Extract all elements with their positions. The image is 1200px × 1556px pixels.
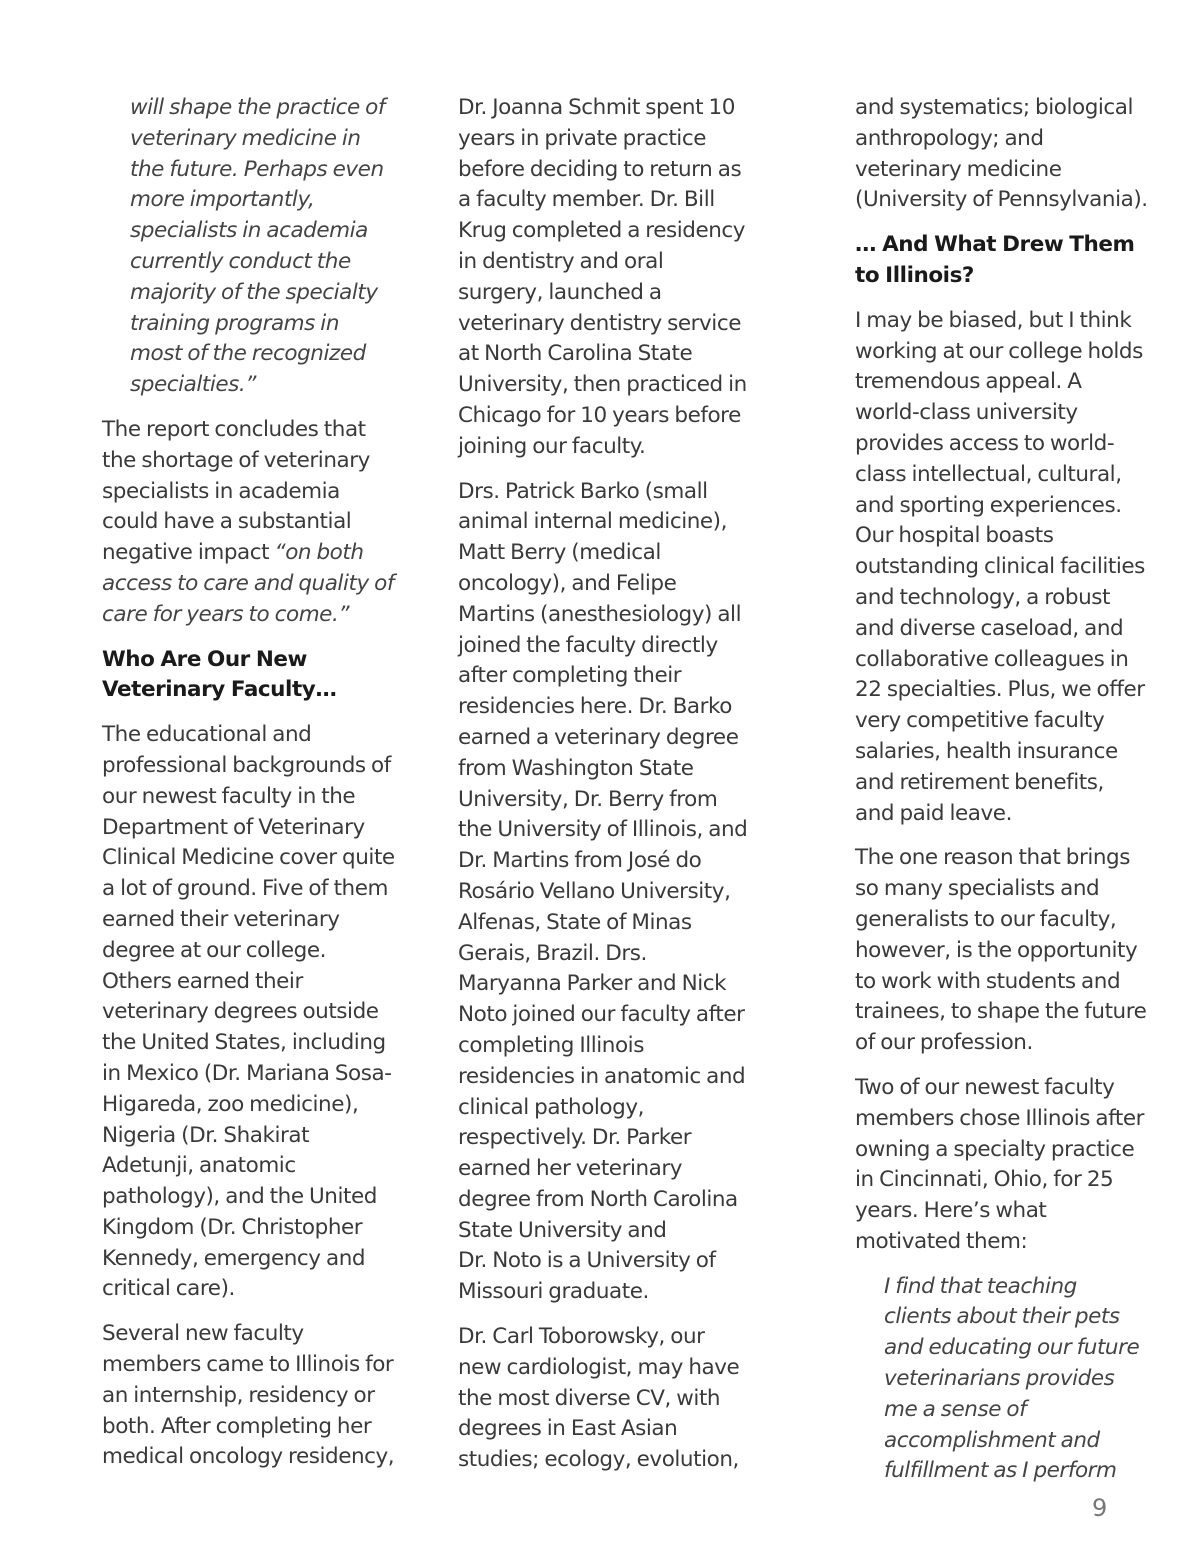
text-line: specialties.” (130, 372, 256, 398)
text-line: respectively. Dr. Parker (458, 1125, 692, 1151)
paragraph (102, 1319, 402, 1473)
text-line: Several new faculty (102, 1321, 304, 1347)
text-line: Two of our newest faculty (855, 1074, 1115, 1100)
text-line: The one reason that brings (855, 845, 1130, 871)
text-line: surgery, launched a (458, 279, 662, 305)
text-line: Veterinary Faculty… (102, 677, 337, 703)
text-line: critical care). (102, 1276, 235, 1302)
text-line: completing Illinois (458, 1032, 644, 1058)
text-line: joined the faculty directly (458, 632, 718, 658)
column-3 (855, 93, 1155, 1501)
text-line: care for years to come.” (102, 601, 350, 627)
text-line: in Mexico (Dr. Mariana Sosa- (102, 1060, 392, 1086)
text-line: studies; ecology, evolution, (458, 1447, 739, 1473)
paragraph (855, 1073, 1155, 1258)
paragraph (855, 93, 1155, 216)
text-line: the most diverse CV, with (458, 1385, 721, 1411)
text-line: clients about their pets (884, 1304, 1120, 1330)
text-line: to work with students and (855, 968, 1121, 994)
text-line: both. After completing her (102, 1413, 372, 1439)
text-line: at North Carolina State (458, 341, 693, 367)
text-line: Dr. Joanna Schmit spent 10 (458, 95, 735, 120)
pull-quote (855, 1272, 1155, 1488)
text-line: and educating our future (884, 1335, 1140, 1361)
column-2 (458, 93, 758, 1490)
text-line: so many specialists and (855, 876, 1100, 902)
text-line: Chicago for 10 years before (458, 402, 741, 428)
text-line: Rosário Vellano University, (458, 878, 731, 904)
text-line: years. Here’s what (855, 1198, 1047, 1224)
paragraph (458, 1322, 758, 1476)
text-line: oncology), and Felipe (458, 570, 677, 596)
text-line: collaborative colleagues in (855, 646, 1129, 672)
text-line: Martins (anesthesiology) all (458, 601, 742, 627)
text-line: to Illinois? (855, 262, 974, 288)
text-line: training programs in (130, 310, 340, 336)
text-line: earned a veterinary degree (458, 724, 739, 750)
text-line: motivated them: (855, 1228, 1028, 1254)
text-line: the United States, including (102, 1030, 386, 1056)
text-line: and technology, a robust (855, 584, 1110, 610)
text-line: Our hospital boasts (855, 523, 1054, 549)
text-line: Dr. Martins from José do (458, 848, 702, 874)
text-line: Dr. Noto is a University of (458, 1248, 716, 1274)
text-line: an internship, residency or (102, 1382, 375, 1408)
text-line: Missouri graduate. (458, 1279, 649, 1305)
text-line: years in private practice (458, 125, 706, 151)
text-line: Nigeria (Dr. Shakirat (102, 1122, 310, 1148)
text-line: tremendous appeal. A (855, 369, 1082, 395)
text-line: Department of Veterinary (102, 814, 365, 840)
text-line: I may be biased, but I think (855, 307, 1132, 333)
text-line: I find that teaching (884, 1273, 1077, 1299)
text-line: will shape the practice of (130, 95, 385, 120)
section-heading (855, 230, 1155, 292)
text-line: Clinical Medicine cover quite (102, 845, 395, 871)
text-line: most of the recognized (130, 341, 366, 367)
text-line: Matt Berry (medical (458, 540, 661, 566)
text-line: degree at our college. (102, 937, 327, 963)
text-line: veterinary dentistry service (458, 310, 741, 336)
inline-quote: “on both (274, 540, 364, 566)
text-line: world-class university (855, 400, 1078, 426)
text-line: clinical pathology, (458, 1094, 644, 1120)
text-line: fulfillment as I perform (884, 1458, 1117, 1484)
text-plain: negative impact (102, 540, 275, 566)
text-line: and sporting experiences. (855, 492, 1122, 518)
text-line: our newest faculty in the (102, 783, 356, 809)
page-number: 9 (1092, 1494, 1108, 1522)
text-line: Noto joined our faculty after (458, 1002, 745, 1028)
paragraph (458, 93, 758, 463)
text-line: joining our faculty. (458, 433, 646, 459)
text-line: 22 specialties. Plus, we offer (855, 677, 1145, 703)
text-line: The report concludes that (102, 416, 366, 442)
paragraph (102, 720, 402, 1305)
text-line: specialists in academia (102, 478, 340, 504)
text-line: majority of the specialty (130, 279, 378, 305)
paragraph (855, 843, 1155, 1059)
text-line: veterinary degrees outside (102, 999, 379, 1025)
text-line: could have a substantial (102, 509, 352, 535)
text-line: anthropology; and (855, 125, 1044, 151)
text-line: veterinary medicine in (130, 125, 361, 151)
text-line: earned her veterinary (458, 1156, 683, 1182)
text-line: more importantly, (130, 187, 315, 213)
text-line: Kennedy, emergency and (102, 1245, 366, 1271)
text-line: owning a specialty practice (855, 1136, 1135, 1162)
text-line: residencies here. Dr. Barko (458, 694, 732, 720)
text-line: and retirement benefits, (855, 769, 1104, 795)
text-line: earned their veterinary (102, 906, 340, 932)
text-line: very competitive faculty (855, 708, 1105, 734)
text-line: Drs. Patrick Barko (small (458, 478, 708, 504)
text-line: Others earned their (102, 968, 303, 994)
text-line: University, Dr. Berry from (458, 786, 718, 812)
text-line: Adetunji, anatomic (102, 1153, 296, 1179)
text-line: veterinarians provides (884, 1366, 1115, 1392)
text-line: Gerais, Brazil. Drs. (458, 940, 647, 966)
text-line: currently conduct the (130, 248, 351, 274)
text-line: Who Are Our New (102, 646, 307, 672)
text-line: Kingdom (Dr. Christopher (102, 1214, 363, 1240)
text-line: residencies in anatomic and (458, 1063, 746, 1089)
text-line: generalists to our faculty, (855, 906, 1117, 932)
text-line: me a sense of (884, 1396, 1027, 1422)
text-line: and systematics; biological (855, 95, 1134, 120)
text-line: University, then practiced in (458, 372, 747, 398)
text-line: members chose Illinois after (855, 1105, 1145, 1131)
text-line: … And What Drew Them (855, 232, 1135, 258)
text-line: a faculty member. Dr. Bill (458, 187, 715, 213)
text-line: provides access to world- (855, 430, 1115, 456)
text-line: State University and (458, 1217, 667, 1243)
text-line: Dr. Carl Toborowsky, our (458, 1324, 705, 1350)
text-line: and paid leave. (855, 800, 1012, 826)
text-line: access to care and quality of (102, 570, 394, 596)
text-line: trainees, to shape the future (855, 999, 1147, 1025)
text-line: new cardiologist, may have (458, 1354, 740, 1380)
text-line: degrees in East Asian (458, 1416, 678, 1442)
pull-quote (102, 93, 402, 401)
text-line: the shortage of veterinary (102, 447, 370, 473)
paragraph (458, 477, 758, 1309)
text-line: medical oncology residency, (102, 1444, 395, 1470)
text-line: The educational and (102, 722, 312, 748)
text-line: in dentistry and oral (458, 248, 664, 274)
text-line: from Washington State (458, 755, 694, 781)
text-line: Maryanna Parker and Nick (458, 971, 727, 997)
text-line: veterinary medicine (855, 156, 1062, 182)
section-heading (102, 645, 402, 707)
text-line: outstanding clinical facilities (855, 554, 1145, 580)
text-line: (University of Pennsylvania). (855, 187, 1148, 213)
text-line: a lot of ground. Five of them (102, 876, 388, 902)
text-line: degree from North Carolina (458, 1186, 738, 1212)
text-line: after completing their (458, 663, 682, 689)
text-line: the future. Perhaps even (130, 156, 384, 182)
text-line: pathology), and the United (102, 1184, 377, 1210)
text-line: of our profession. (855, 1030, 1033, 1056)
paragraph (102, 415, 402, 631)
text-line: in Cincinnati, Ohio, for 25 (855, 1167, 1114, 1193)
text-line: professional backgrounds of (102, 752, 391, 778)
text-line: Krug completed a residency (458, 218, 746, 244)
text-line: working at our college holds (855, 338, 1143, 364)
text-line: salaries, health insurance (855, 738, 1118, 764)
text-line: specialists in academia (130, 218, 368, 244)
text-line: Alfenas, State of Minas (458, 909, 692, 935)
text-line: Higareda, zoo medicine), (102, 1091, 359, 1117)
text-line: before deciding to return as (458, 156, 742, 182)
text-line: class intellectual, cultural, (855, 461, 1122, 487)
text-line: members came to Illinois for (102, 1352, 394, 1378)
text-line: however, is the opportunity (855, 937, 1138, 963)
paragraph (855, 306, 1155, 830)
text-line: accomplishment and (884, 1427, 1100, 1453)
text-line: and diverse caseload, and (855, 615, 1124, 641)
text-line: animal internal medicine), (458, 509, 727, 535)
text-line: the University of Illinois, and (458, 817, 748, 843)
column-1 (102, 93, 402, 1487)
